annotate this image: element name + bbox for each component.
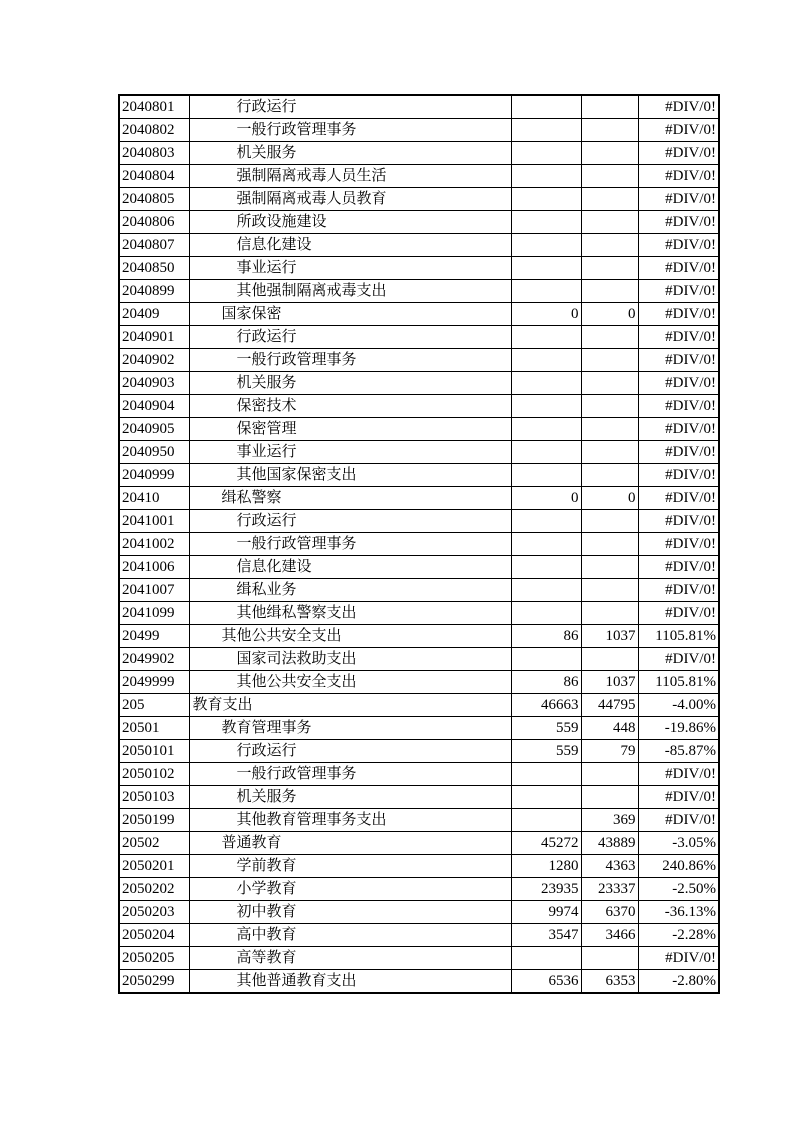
value2-cell: 1037 — [581, 625, 638, 648]
table-row — [119, 326, 719, 349]
percent-cell: -36.13% — [638, 901, 719, 924]
code-cell: 20501 — [119, 717, 189, 740]
value2-cell — [581, 464, 638, 487]
value1-cell — [511, 165, 581, 188]
code-cell: 2050201 — [119, 855, 189, 878]
table-row — [119, 257, 719, 280]
table-row — [119, 510, 719, 533]
value2-cell — [581, 510, 638, 533]
value2-cell: 4363 — [581, 855, 638, 878]
name-cell: 信息化建设 — [189, 234, 511, 257]
percent-cell: #DIV/0! — [638, 326, 719, 349]
table-row — [119, 947, 719, 970]
code-cell: 2050205 — [119, 947, 189, 970]
value1-cell — [511, 211, 581, 234]
name-cell: 缉私业务 — [189, 579, 511, 602]
percent-cell: #DIV/0! — [638, 95, 719, 119]
table-row — [119, 740, 719, 763]
name-cell: 强制隔离戒毒人员生活 — [189, 165, 511, 188]
name-cell: 其他缉私警察支出 — [189, 602, 511, 625]
value2-cell — [581, 763, 638, 786]
table-row — [119, 579, 719, 602]
value2-cell — [581, 119, 638, 142]
value2-cell — [581, 326, 638, 349]
table-row — [119, 142, 719, 165]
name-cell: 其他公共安全支出 — [189, 671, 511, 694]
name-cell: 行政运行 — [189, 740, 511, 763]
value1-cell — [511, 786, 581, 809]
value1-cell — [511, 809, 581, 832]
value2-cell — [581, 280, 638, 303]
code-cell: 2041007 — [119, 579, 189, 602]
percent-cell: #DIV/0! — [638, 441, 719, 464]
value2-cell — [581, 648, 638, 671]
value1-cell — [511, 441, 581, 464]
percent-cell: #DIV/0! — [638, 418, 719, 441]
percent-cell: -2.50% — [638, 878, 719, 901]
value2-cell — [581, 418, 638, 441]
value1-cell — [511, 395, 581, 418]
percent-cell: #DIV/0! — [638, 648, 719, 671]
value1-cell — [511, 763, 581, 786]
table-row — [119, 970, 719, 994]
value1-cell — [511, 556, 581, 579]
code-cell: 2040805 — [119, 188, 189, 211]
percent-cell: -19.86% — [638, 717, 719, 740]
value1-cell — [511, 372, 581, 395]
table-row — [119, 694, 719, 717]
percent-cell: #DIV/0! — [638, 188, 719, 211]
code-cell: 2040905 — [119, 418, 189, 441]
percent-cell: -3.05% — [638, 832, 719, 855]
percent-cell: #DIV/0! — [638, 395, 719, 418]
value1-cell — [511, 579, 581, 602]
value1-cell — [511, 533, 581, 556]
code-cell: 2040903 — [119, 372, 189, 395]
name-cell: 事业运行 — [189, 257, 511, 280]
value2-cell — [581, 533, 638, 556]
value2-cell — [581, 165, 638, 188]
percent-cell: #DIV/0! — [638, 556, 719, 579]
table-row — [119, 786, 719, 809]
value1-cell — [511, 947, 581, 970]
percent-cell: #DIV/0! — [638, 119, 719, 142]
value1-cell: 86 — [511, 671, 581, 694]
table-row — [119, 395, 719, 418]
code-cell: 2040801 — [119, 95, 189, 119]
value2-cell — [581, 947, 638, 970]
value1-cell: 559 — [511, 717, 581, 740]
code-cell: 2050299 — [119, 970, 189, 994]
value2-cell — [581, 602, 638, 625]
percent-cell: #DIV/0! — [638, 510, 719, 533]
code-cell: 2050199 — [119, 809, 189, 832]
code-cell: 2049902 — [119, 648, 189, 671]
table-row — [119, 625, 719, 648]
table-row — [119, 487, 719, 510]
value2-cell — [581, 257, 638, 280]
value2-cell — [581, 234, 638, 257]
percent-cell: #DIV/0! — [638, 349, 719, 372]
percent-cell: 1105.81% — [638, 671, 719, 694]
name-cell: 行政运行 — [189, 510, 511, 533]
value1-cell — [511, 234, 581, 257]
value2-cell: 369 — [581, 809, 638, 832]
value1-cell — [511, 119, 581, 142]
table-row — [119, 671, 719, 694]
name-cell: 其他强制隔离戒毒支出 — [189, 280, 511, 303]
value1-cell: 3547 — [511, 924, 581, 947]
name-cell: 一般行政管理事务 — [189, 349, 511, 372]
name-cell: 教育管理事务 — [189, 717, 511, 740]
percent-cell: 240.86% — [638, 855, 719, 878]
code-cell: 2040901 — [119, 326, 189, 349]
code-cell: 2050204 — [119, 924, 189, 947]
table-row — [119, 855, 719, 878]
percent-cell: #DIV/0! — [638, 809, 719, 832]
code-cell: 2050103 — [119, 786, 189, 809]
table-row — [119, 602, 719, 625]
name-cell: 机关服务 — [189, 372, 511, 395]
percent-cell: #DIV/0! — [638, 280, 719, 303]
code-cell: 2050101 — [119, 740, 189, 763]
budget-table-body — [119, 95, 719, 993]
name-cell: 一般行政管理事务 — [189, 533, 511, 556]
percent-cell: #DIV/0! — [638, 579, 719, 602]
table-row — [119, 763, 719, 786]
value1-cell: 0 — [511, 487, 581, 510]
percent-cell: #DIV/0! — [638, 165, 719, 188]
table-row — [119, 349, 719, 372]
code-cell: 2040904 — [119, 395, 189, 418]
table-row — [119, 372, 719, 395]
percent-cell: #DIV/0! — [638, 234, 719, 257]
name-cell: 机关服务 — [189, 786, 511, 809]
value1-cell: 559 — [511, 740, 581, 763]
name-cell: 高等教育 — [189, 947, 511, 970]
name-cell: 教育支出 — [189, 694, 511, 717]
value1-cell — [511, 326, 581, 349]
percent-cell: #DIV/0! — [638, 257, 719, 280]
table-row — [119, 832, 719, 855]
value2-cell — [581, 211, 638, 234]
percent-cell: #DIV/0! — [638, 464, 719, 487]
value1-cell: 9974 — [511, 901, 581, 924]
table-row — [119, 878, 719, 901]
name-cell: 保密管理 — [189, 418, 511, 441]
percent-cell: -4.00% — [638, 694, 719, 717]
percent-cell: 1105.81% — [638, 625, 719, 648]
value2-cell: 6370 — [581, 901, 638, 924]
code-cell: 2041002 — [119, 533, 189, 556]
code-cell: 20502 — [119, 832, 189, 855]
table-row — [119, 464, 719, 487]
name-cell: 行政运行 — [189, 95, 511, 119]
code-cell: 2040899 — [119, 280, 189, 303]
value2-cell: 3466 — [581, 924, 638, 947]
code-cell: 20409 — [119, 303, 189, 326]
table-row — [119, 165, 719, 188]
value2-cell: 43889 — [581, 832, 638, 855]
table-row — [119, 924, 719, 947]
code-cell: 2040950 — [119, 441, 189, 464]
name-cell: 初中教育 — [189, 901, 511, 924]
name-cell: 国家保密 — [189, 303, 511, 326]
code-cell: 2050202 — [119, 878, 189, 901]
value1-cell — [511, 418, 581, 441]
name-cell: 所政设施建设 — [189, 211, 511, 234]
percent-cell: #DIV/0! — [638, 786, 719, 809]
value2-cell — [581, 95, 638, 119]
table-row — [119, 95, 719, 119]
table-row — [119, 188, 719, 211]
name-cell: 事业运行 — [189, 441, 511, 464]
name-cell: 国家司法救助支出 — [189, 648, 511, 671]
value2-cell: 79 — [581, 740, 638, 763]
table-row — [119, 717, 719, 740]
table-row — [119, 648, 719, 671]
value1-cell — [511, 257, 581, 280]
code-cell: 2050203 — [119, 901, 189, 924]
value1-cell — [511, 142, 581, 165]
percent-cell: #DIV/0! — [638, 372, 719, 395]
value2-cell — [581, 188, 638, 211]
value1-cell — [511, 280, 581, 303]
name-cell: 其他国家保密支出 — [189, 464, 511, 487]
name-cell: 其他教育管理事务支出 — [189, 809, 511, 832]
name-cell: 机关服务 — [189, 142, 511, 165]
percent-cell: #DIV/0! — [638, 303, 719, 326]
percent-cell: #DIV/0! — [638, 763, 719, 786]
code-cell: 2040802 — [119, 119, 189, 142]
code-cell: 2040806 — [119, 211, 189, 234]
name-cell: 其他普通教育支出 — [189, 970, 511, 994]
code-cell: 2040850 — [119, 257, 189, 280]
value1-cell — [511, 349, 581, 372]
value1-cell: 45272 — [511, 832, 581, 855]
code-cell: 2040999 — [119, 464, 189, 487]
table-row — [119, 119, 719, 142]
percent-cell: #DIV/0! — [638, 211, 719, 234]
table-row — [119, 901, 719, 924]
value1-cell: 46663 — [511, 694, 581, 717]
percent-cell: #DIV/0! — [638, 487, 719, 510]
name-cell: 信息化建设 — [189, 556, 511, 579]
percent-cell: #DIV/0! — [638, 947, 719, 970]
value2-cell: 23337 — [581, 878, 638, 901]
value2-cell — [581, 372, 638, 395]
table-row — [119, 441, 719, 464]
value1-cell — [511, 648, 581, 671]
name-cell: 小学教育 — [189, 878, 511, 901]
percent-cell: -85.87% — [638, 740, 719, 763]
code-cell: 2040902 — [119, 349, 189, 372]
value2-cell: 0 — [581, 487, 638, 510]
code-cell: 2040803 — [119, 142, 189, 165]
table-row — [119, 234, 719, 257]
value1-cell: 6536 — [511, 970, 581, 994]
name-cell: 缉私警察 — [189, 487, 511, 510]
name-cell: 一般行政管理事务 — [189, 763, 511, 786]
value1-cell — [511, 602, 581, 625]
name-cell: 强制隔离戒毒人员教育 — [189, 188, 511, 211]
code-cell: 2041001 — [119, 510, 189, 533]
code-cell: 2050102 — [119, 763, 189, 786]
code-cell: 2041099 — [119, 602, 189, 625]
table-row — [119, 809, 719, 832]
name-cell: 普通教育 — [189, 832, 511, 855]
value2-cell: 448 — [581, 717, 638, 740]
value1-cell — [511, 510, 581, 533]
value1-cell — [511, 95, 581, 119]
table-row — [119, 556, 719, 579]
code-cell: 2041006 — [119, 556, 189, 579]
table-row — [119, 211, 719, 234]
table-row — [119, 303, 719, 326]
value2-cell: 1037 — [581, 671, 638, 694]
table-row — [119, 533, 719, 556]
value2-cell — [581, 142, 638, 165]
value1-cell — [511, 464, 581, 487]
value2-cell — [581, 556, 638, 579]
table-row — [119, 418, 719, 441]
value2-cell — [581, 395, 638, 418]
value2-cell — [581, 441, 638, 464]
value1-cell — [511, 188, 581, 211]
percent-cell: -2.80% — [638, 970, 719, 994]
budget-table — [118, 94, 720, 994]
value2-cell: 6353 — [581, 970, 638, 994]
value1-cell: 86 — [511, 625, 581, 648]
value2-cell — [581, 786, 638, 809]
name-cell: 其他公共安全支出 — [189, 625, 511, 648]
code-cell: 20499 — [119, 625, 189, 648]
table-row — [119, 280, 719, 303]
code-cell: 2040804 — [119, 165, 189, 188]
value1-cell: 23935 — [511, 878, 581, 901]
code-cell: 2049999 — [119, 671, 189, 694]
code-cell: 205 — [119, 694, 189, 717]
value2-cell — [581, 349, 638, 372]
value2-cell: 0 — [581, 303, 638, 326]
name-cell: 高中教育 — [189, 924, 511, 947]
percent-cell: #DIV/0! — [638, 142, 719, 165]
value2-cell — [581, 579, 638, 602]
code-cell: 20410 — [119, 487, 189, 510]
value2-cell: 44795 — [581, 694, 638, 717]
value1-cell: 0 — [511, 303, 581, 326]
name-cell: 行政运行 — [189, 326, 511, 349]
percent-cell: -2.28% — [638, 924, 719, 947]
code-cell: 2040807 — [119, 234, 189, 257]
name-cell: 保密技术 — [189, 395, 511, 418]
percent-cell: #DIV/0! — [638, 533, 719, 556]
percent-cell: #DIV/0! — [638, 602, 719, 625]
name-cell: 学前教育 — [189, 855, 511, 878]
value1-cell: 1280 — [511, 855, 581, 878]
name-cell: 一般行政管理事务 — [189, 119, 511, 142]
